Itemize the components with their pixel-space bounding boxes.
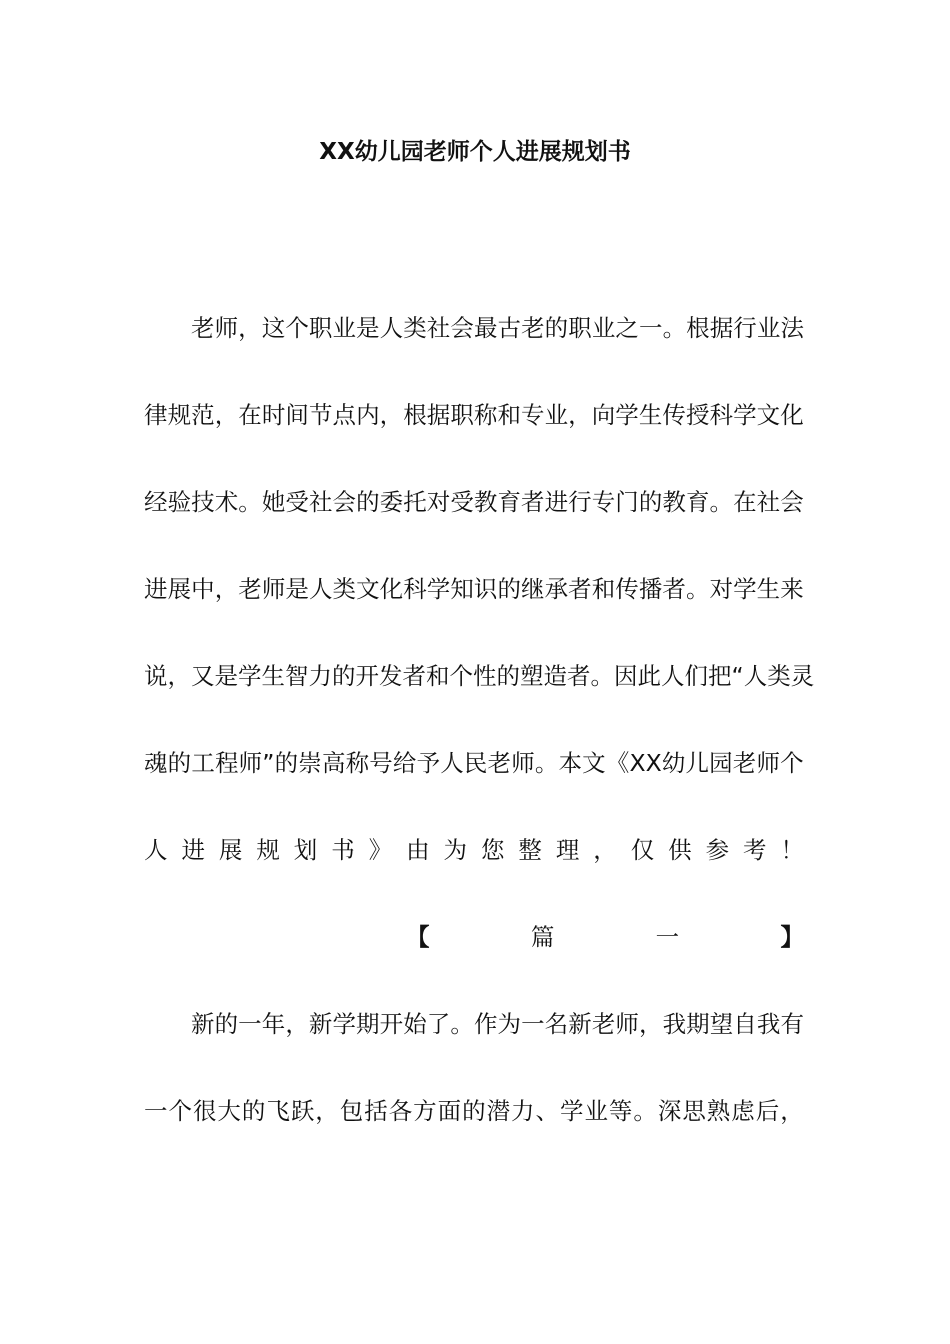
glyph: 的 [332,662,356,690]
glyph: 授 [685,401,710,429]
glyph: 老 [521,314,545,342]
glyph: 的 [167,749,192,777]
glyph: 托 [403,488,427,516]
glyph: ， [315,1097,339,1125]
paragraph-line [144,395,804,435]
glyph: 学 [559,1097,584,1125]
glyph: 期 [686,1010,710,1038]
glyph: 一 [638,314,663,342]
glyph: 程 [214,749,239,777]
glyph: 之 [615,314,639,342]
glyph: 对 [709,575,733,603]
glyph: 学 [615,401,639,429]
glyph: 验 [167,488,192,516]
glyph: 继 [521,575,545,603]
paragraph-line [144,482,804,522]
glyph: 生 [261,662,285,690]
glyph: ， [780,1097,804,1125]
glyph: 为 [443,836,467,864]
glyph: 业 [591,314,616,342]
paragraph-line [144,743,804,783]
glyph: 业 [332,314,356,342]
glyph: 虑 [731,1097,755,1125]
glyph: 后 [755,1097,780,1125]
glyph: 高 [321,749,346,777]
glyph: 职 [450,401,474,429]
glyph: ， [238,314,262,342]
glyph: 师 [756,749,780,777]
glyph: 一 [238,1010,262,1038]
glyph: 和 [426,662,450,690]
glyph: 承 [544,575,569,603]
glyph: 熟 [706,1097,731,1125]
glyph: 专 [521,401,545,429]
glyph: 类 [332,575,356,603]
glyph: 人 [743,662,768,690]
glyph: 老 [487,749,512,777]
glyph: 新 [308,1010,333,1038]
glyph: 知 [450,575,474,603]
glyph: 们 [684,662,708,690]
glyph: 节 [308,401,333,429]
glyph: 传 [662,401,686,429]
glyph: 学 [733,575,757,603]
glyph: 把 [708,662,732,690]
glyph: 名 [544,1010,569,1038]
glyph: 专 [591,488,616,516]
glyph: 业 [584,1097,608,1125]
glyph: 受 [285,488,309,516]
glyph: 教 [473,488,498,516]
glyph: 文 [756,401,781,429]
glyph: 行 [733,314,757,342]
glyph: 老 [591,1010,616,1038]
glyph: 和 [497,401,521,429]
glyph: 间 [285,401,309,429]
glyph: 、 [535,1097,559,1125]
glyph: 幼 [661,749,686,777]
glyph: 人 [308,575,333,603]
glyph: 深 [657,1097,682,1125]
glyph: 根 [686,314,710,342]
glyph: 技 [191,488,215,516]
paragraph-line-last [144,830,804,870]
glyph: 播 [638,575,663,603]
glyph: 说 [144,662,168,690]
glyph: 生 [756,575,781,603]
glyph: 仅 [630,836,655,864]
section-heading [406,917,804,957]
paragraph-line [144,569,804,609]
section-heading-part: 一 [655,923,680,951]
glyph: 的 [638,488,663,516]
glyph: 本 [558,749,582,777]
glyph: 工 [191,749,215,777]
glyph: 。 [590,662,614,690]
glyph: 灵 [790,662,815,690]
glyph: 力 [308,662,332,690]
section-heading-part: 】 [780,923,804,951]
glyph: 育 [497,488,521,516]
glyph: 教 [662,488,686,516]
glyph: 供 [668,836,692,864]
glyph: 个 [285,314,309,342]
glyph: ， [285,1010,309,1038]
document-title: XX幼儿园老师个人进展规划书 [319,139,631,165]
glyph: 内 [356,401,380,429]
section-heading-part: 【 [406,923,430,951]
glyph: 老 [732,749,757,777]
glyph: 。 [662,314,687,342]
glyph: 。 [238,488,262,516]
glyph: 文 [582,749,606,777]
glyph: 经 [144,488,168,516]
glyph: 学 [332,1010,356,1038]
glyph: 号 [369,749,393,777]
glyph: 据 [709,314,734,342]
glyph: 者 [521,488,545,516]
glyph: 理 [555,836,580,864]
glyph: 等 [608,1097,633,1125]
glyph: 的 [462,1097,486,1125]
glyph: 园 [709,749,733,777]
glyph: 古 [497,314,522,342]
glyph: ， [379,401,404,429]
glyph: 一 [521,1010,545,1038]
glyph: 会 [332,488,356,516]
glyph: 予 [416,749,441,777]
glyph: 类 [767,662,791,690]
glyph: 个 [780,749,804,777]
glyph: 根 [403,401,427,429]
glyph: 。 [709,488,733,516]
glyph: 开 [379,1010,404,1038]
glyph: 人 [379,314,404,342]
glyph: 包 [339,1097,364,1125]
glyph: 会 [450,314,474,342]
glyph: ， [214,575,239,603]
glyph: 识 [473,575,498,603]
glyph: 划 [293,836,318,864]
glyph: 给 [392,749,417,777]
glyph: 化 [780,401,804,429]
glyph: 称 [345,749,370,777]
glyph: 师 [511,749,535,777]
glyph: 我 [756,1010,781,1038]
glyph: 潜 [486,1097,511,1125]
glyph: 考 [743,836,767,864]
glyph: 学 [238,662,262,690]
glyph: 个 [168,1097,192,1125]
glyph: 开 [355,662,379,690]
glyph: 书 [331,836,355,864]
glyph: 传 [615,575,639,603]
glyph: 类 [403,314,427,342]
glyph: 中 [191,575,215,603]
glyph: 很 [192,1097,217,1125]
glyph: ， [638,1010,663,1038]
glyph: 整 [518,836,542,864]
glyph: 科 [403,575,427,603]
glyph: 规 [167,401,192,429]
glyph: ， [167,662,191,690]
glyph: 。 [633,1097,657,1125]
glyph: 人 [144,836,168,864]
glyph: 社 [308,488,333,516]
glyph: 学 [733,401,757,429]
glyph: 师 [261,575,286,603]
glyph: 了 [426,1010,451,1038]
glyph: 括 [364,1097,388,1125]
glyph: 据 [426,401,451,429]
glyph: 会 [780,488,804,516]
glyph: 始 [403,1010,427,1038]
glyph: 师 [238,749,263,777]
glyph: 职 [568,314,592,342]
glyph: 作 [473,1010,498,1038]
glyph: 进 [144,575,168,603]
glyph: 我 [662,1010,687,1038]
glyph: 对 [426,488,451,516]
glyph: 进 [544,488,569,516]
glyph: 是 [214,662,238,690]
glyph: 业 [756,314,781,342]
glyph: 您 [480,836,505,864]
glyph: 的 [497,575,521,603]
glyph: 方 [413,1097,437,1125]
glyph: 门 [615,488,639,516]
glyph: 称 [473,401,498,429]
glyph: 时 [261,401,286,429]
glyph: 展 [218,836,243,864]
glyph: “ [731,662,744,690]
glyph: 个 [449,662,473,690]
glyph: 各 [388,1097,413,1125]
glyph: 文 [356,575,380,603]
glyph: 科 [709,401,733,429]
glyph: 的 [274,749,299,777]
glyph: 者 [568,575,592,603]
glyph: 这 [261,314,286,342]
glyph: 规 [256,836,280,864]
glyph: 人 [661,662,685,690]
glyph: 向 [591,401,616,429]
glyph: 由 [406,836,430,864]
glyph: 发 [379,662,403,690]
glyph: 魂 [144,749,168,777]
glyph: 一 [144,1097,168,1125]
glyph: 行 [568,488,592,516]
paragraph-line [144,308,804,348]
glyph: 面 [437,1097,462,1125]
glyph: 跃 [290,1097,315,1125]
glyph: ！ [780,836,804,864]
glyph: 》 [368,836,393,864]
glyph: XX [629,749,662,777]
paragraph-line [144,1004,804,1044]
glyph: 生 [638,401,663,429]
glyph: 儿 [685,749,709,777]
glyph: 新 [568,1010,592,1038]
glyph: 的 [544,314,569,342]
glyph: ， [593,836,617,864]
glyph: 点 [332,401,356,429]
glyph: 造 [543,662,567,690]
glyph: 和 [591,575,616,603]
glyph: 。 [685,575,710,603]
glyph: 她 [261,488,286,516]
glyph: 律 [144,401,168,429]
glyph: 受 [450,488,474,516]
glyph: 老 [191,314,215,342]
glyph: 育 [685,488,710,516]
glyph: 来 [780,575,804,603]
glyph: 业 [544,401,569,429]
glyph: ” [262,749,275,777]
glyph: 社 [756,488,781,516]
glyph: 飞 [266,1097,290,1125]
glyph: 年 [261,1010,286,1038]
glyph: 在 [238,401,262,429]
section-heading-part: 篇 [530,923,555,951]
glyph: 的 [214,1010,239,1038]
glyph: 者 [567,662,591,690]
glyph: 的 [356,488,380,516]
glyph: 展 [167,575,192,603]
glyph: 是 [285,575,309,603]
glyph: 范 [191,401,215,429]
glyph: 进 [181,836,205,864]
glyph: 参 [705,836,730,864]
glyph: 期 [356,1010,380,1038]
glyph: 。 [450,1010,474,1038]
glyph: 者 [662,575,686,603]
glyph: 为 [497,1010,522,1038]
glyph: 在 [733,488,757,516]
glyph: 因 [614,662,638,690]
glyph: 师 [214,314,239,342]
glyph: 塑 [520,662,544,690]
glyph: 自 [733,1010,757,1038]
glyph: 《 [605,749,630,777]
glyph: 化 [379,575,404,603]
glyph: 者 [402,662,426,690]
paragraph-line [144,1091,804,1131]
glyph: ， [568,401,592,429]
glyph: 此 [637,662,661,690]
glyph: 职 [308,314,333,342]
glyph: 的 [496,662,520,690]
glyph: 人 [440,749,464,777]
paragraph-line [144,656,815,696]
glyph: 社 [426,314,451,342]
glyph: 新 [191,1010,215,1038]
glyph: 望 [709,1010,734,1038]
glyph: 又 [191,662,215,690]
glyph: 崇 [298,749,322,777]
glyph: 术 [214,488,239,516]
glyph: 是 [356,314,380,342]
glyph: 性 [473,662,497,690]
glyph: 学 [426,575,451,603]
glyph: ， [214,401,239,429]
glyph: 力 [511,1097,535,1125]
glyph: 大 [217,1097,241,1125]
glyph: 老 [238,575,262,603]
glyph: 委 [379,488,404,516]
glyph: 智 [285,662,309,690]
glyph: 最 [473,314,498,342]
glyph: 有 [780,1010,804,1038]
glyph: 的 [241,1097,266,1125]
glyph: 法 [780,314,804,342]
glyph: 民 [463,749,488,777]
glyph: 。 [534,749,559,777]
glyph: 师 [615,1010,639,1038]
glyph: 思 [682,1097,706,1125]
